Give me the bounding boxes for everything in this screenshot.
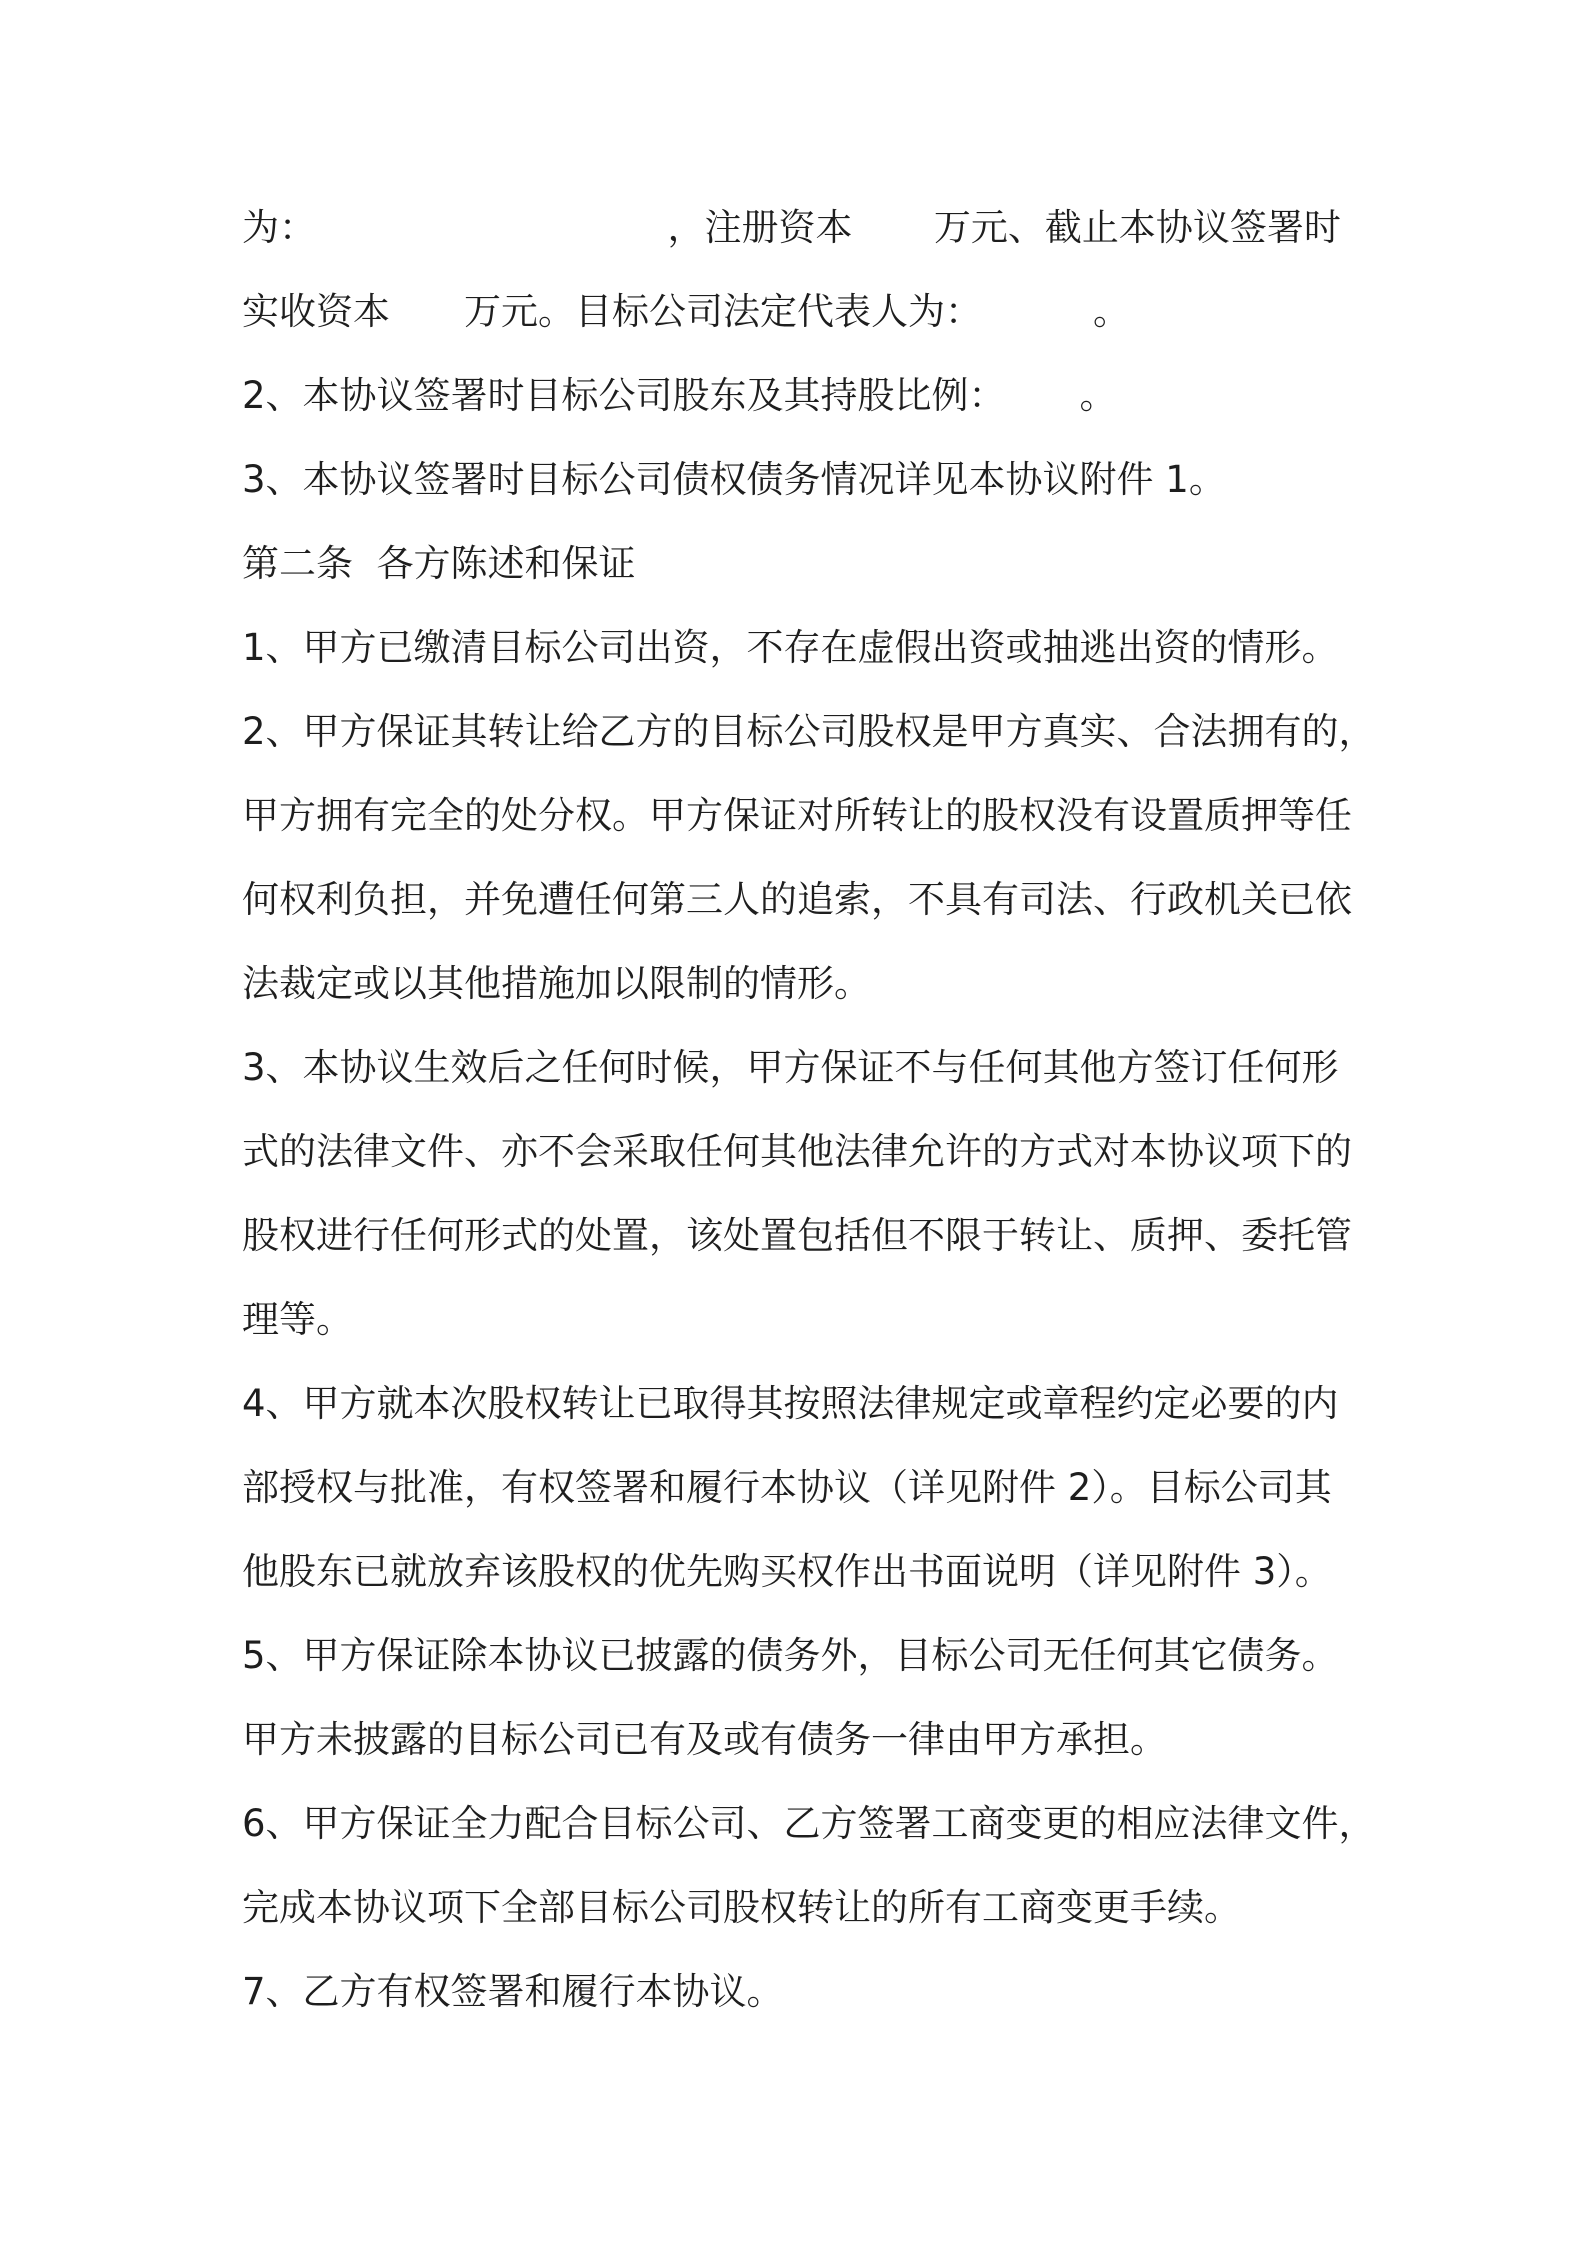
registered-capital-blank xyxy=(853,203,934,240)
clause-line: 理等。 xyxy=(242,1298,353,1341)
registered-capital-unit: 万元、截止本协议签署时 xyxy=(933,206,1341,249)
clause-item-2 xyxy=(242,690,1442,1026)
sentence-end: 。 xyxy=(1093,290,1130,333)
clause-item-6 xyxy=(242,1782,1442,1950)
clause-line: 股权进行任何形式的处置，该处置包括但不限于转让、质押、委托管 xyxy=(242,1214,1352,1257)
clause-line: 完成本协议项下全部目标公司股权转让的所有工商变更手续。 xyxy=(242,1886,1241,1929)
shareholders-label: 2、本协议签署时目标公司股东及其持股比例： xyxy=(242,374,1006,417)
paid-in-capital-line xyxy=(242,270,1442,354)
clause-line: 6、甲方保证全力配合目标公司、乙方签署工商变更的相应法律文件， xyxy=(242,1802,1376,1845)
clause-line: 法裁定或以其他措施加以限制的情形。 xyxy=(242,962,871,1005)
clause-line: 4、甲方就本次股权转让已取得其按照法律规定或章程约定必要的内 xyxy=(242,1382,1339,1425)
shareholders-blank xyxy=(1006,371,1080,408)
clause-line: 何权利负担，并免遭任何第三人的追索，不具有司法、行政机关已依 xyxy=(242,878,1352,921)
clause-item-3 xyxy=(242,1026,1442,1362)
clause-line: 2、甲方保证其转让给乙方的目标公司股权是甲方真实、合法拥有的， xyxy=(242,710,1376,753)
clause-item-1 xyxy=(242,606,1442,690)
clause-line: 他股东已就放弃该股权的优先购买权作出书面说明（详见附件 3）。 xyxy=(242,1550,1332,1593)
clause-line: 7、乙方有权签署和履行本协议。 xyxy=(242,1970,784,2013)
clause-line: 1、甲方已缴清目标公司出资，不存在虚假出资或抽逃出资的情形。 xyxy=(242,626,1339,669)
paid-in-capital-blank xyxy=(390,287,464,324)
clause-item-5 xyxy=(242,1614,1442,1782)
registered-address-blank xyxy=(316,203,668,240)
clause-line: 式的法律文件、亦不会采取任何其他法律允许的方式对本协议项下的 xyxy=(242,1130,1352,1173)
registered-capital-label: ，注册资本 xyxy=(667,206,853,249)
clause-line: 5、甲方保证除本协议已披露的债务外，目标公司无任何其它债务。 xyxy=(242,1634,1339,1677)
registered-address-label: 为： xyxy=(242,206,316,249)
debt-status-item: 3、本协议签署时目标公司债权债务情况详见本协议附件 1。 xyxy=(242,458,1226,501)
registered-capital-line xyxy=(242,186,1442,270)
shareholders-item xyxy=(242,354,1442,438)
legal-representative-blank xyxy=(982,287,1093,324)
legal-representative-label: 万元。目标公司法定代表人为： xyxy=(464,290,982,333)
clause-line: 部授权与批准，有权签署和履行本协议（详见附件 2）。目标公司其 xyxy=(242,1466,1332,1509)
article-heading: 第二条 各方陈述和保证 xyxy=(242,542,636,585)
paid-in-capital-label: 实收资本 xyxy=(242,290,390,333)
clause-line: 3、本协议生效后之任何时候，甲方保证不与任何其他方签订任何形 xyxy=(242,1046,1339,1089)
clause-line: 甲方拥有完全的处分权。甲方保证对所转让的股权没有设置质押等任 xyxy=(242,794,1352,837)
document-body xyxy=(242,186,1442,2034)
clause-line: 甲方未披露的目标公司已有及或有债务一律由甲方承担。 xyxy=(242,1718,1167,1761)
clause-item-4 xyxy=(242,1362,1442,1614)
sentence-end: 。 xyxy=(1079,374,1117,417)
clause-item-7 xyxy=(242,1950,1442,2034)
